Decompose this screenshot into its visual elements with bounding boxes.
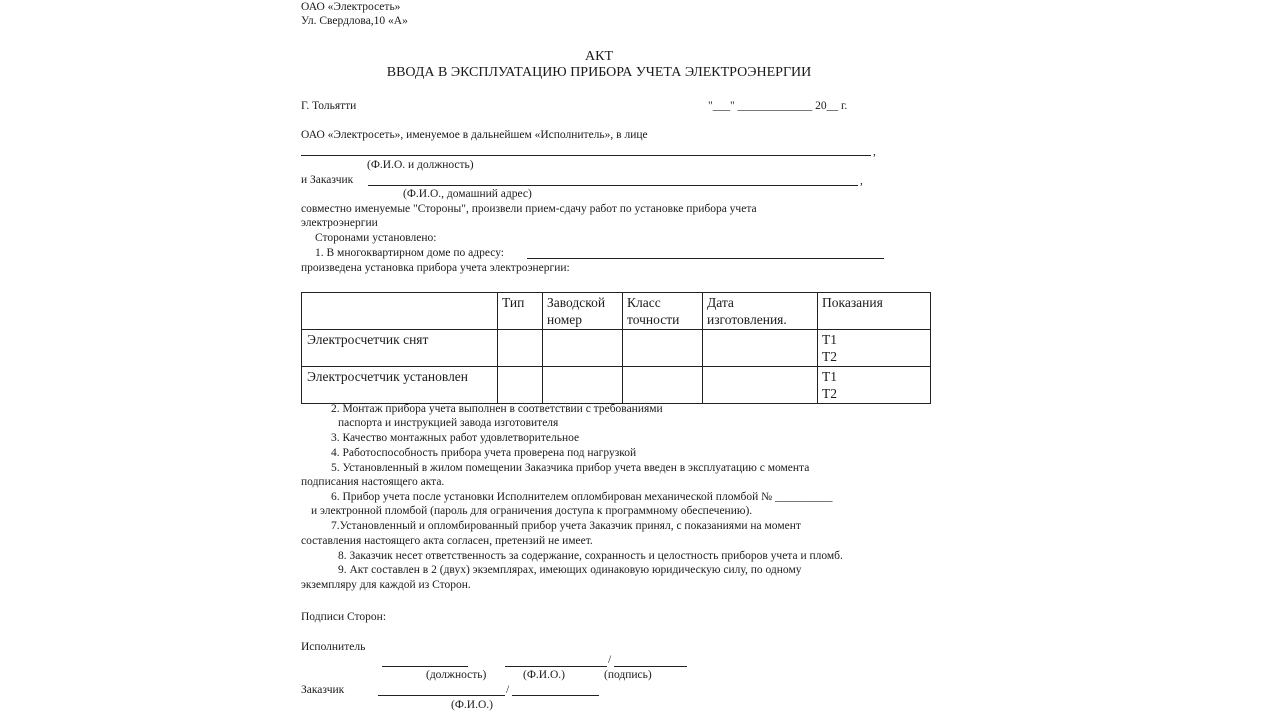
customer-label: и Заказчик: [301, 174, 354, 186]
item-3: 3. Качество монтажных работ удовлетворительное: [331, 432, 580, 444]
item-7a: 7.Установленный и опломбированный прибор учета Заказчик принял, с показаниями на момент: [331, 520, 801, 532]
customer-line: [368, 185, 858, 186]
date-blank: "___" _____________ 20__ г.: [708, 100, 848, 112]
customer-sign-label: Заказчик: [301, 684, 345, 696]
executor-label: Исполнитель: [301, 641, 366, 653]
reading-t2: Т2: [822, 386, 837, 401]
item-9b: экземпляру для каждой из Сторон.: [301, 579, 471, 591]
executor-slash: /: [608, 654, 612, 666]
customer-comma: ,: [860, 175, 863, 187]
table-header-cell: Показания: [818, 293, 931, 330]
row-label: Электросчетчик снят: [302, 330, 498, 367]
address-line: [527, 258, 884, 259]
item-5a: 5. Установленный в жилом помещении Заказчика прибор учета введен в эксплуатацию с момента: [331, 462, 810, 474]
executor-position-line: [382, 666, 468, 667]
readings-cell: [818, 367, 931, 404]
fio-address-caption: (Ф.И.О., домашний адрес): [403, 188, 532, 200]
item-2a: 2. Монтаж прибора учета выполнен в соответствии с требованиями: [331, 403, 663, 415]
signatures-heading: Подписи Сторон:: [301, 611, 387, 623]
fio-caption: (Ф.И.О.): [523, 669, 565, 681]
table-header-cell: Заводской номер: [543, 293, 623, 330]
customer-signature-line: [512, 695, 599, 696]
table-cell: [623, 367, 703, 404]
table-cell: [623, 330, 703, 367]
reading-t1: Т1: [822, 369, 837, 384]
item-4: 4. Работоспособность прибора учета проверена под нагрузкой: [331, 447, 637, 459]
table-cell: [498, 330, 543, 367]
table-header-cell: Тип: [498, 293, 543, 330]
item-6a: 6. Прибор учета после установки Исполнителем опломбирован механической пломбой № __________: [331, 491, 833, 503]
title-subject: ВВОДА В ЭКСПЛУАТАЦИЮ ПРИБОРА УЧЕТА ЭЛЕКТРОЭНЕРГИИ: [386, 65, 812, 80]
table-header-row: [302, 293, 931, 330]
customer-fio-line: [378, 695, 505, 696]
table-header-cell: Дата изготовления.: [703, 293, 818, 330]
reading-t2: Т2: [822, 349, 837, 364]
customer-fio-caption: (Ф.И.О.): [451, 699, 493, 711]
executor-representative-line: [301, 155, 871, 156]
fio-position-caption: (Ф.И.О. и должность): [367, 159, 474, 171]
item-9a: 9. Акт составлен в 2 (двух) экземплярах, имеющих одинаковую юридическую силу, по одному: [338, 564, 802, 576]
table-cell: [498, 367, 543, 404]
org-address: Ул. Свердлова,10 «А»: [301, 15, 408, 27]
place: Г. Тольятти: [301, 100, 357, 112]
executor-comma: ,: [873, 146, 876, 158]
item-5b: подписания настоящего акта.: [301, 476, 445, 488]
table-header-cell: Класс точности: [623, 293, 703, 330]
item-7b: составления настоящего акта согласен, претензий не имеет.: [301, 535, 593, 547]
table-row: [302, 367, 931, 404]
org-name: ОАО «Электросеть»: [301, 1, 401, 13]
executor-intro: ОАО «Электросеть», именуемое в дальнейшем «Исполнитель», в лице: [301, 129, 648, 141]
item-8: 8. Заказчик несет ответственность за содержание, сохранность и целостность приборов учета и пломб.: [338, 550, 843, 562]
table-cell: [703, 330, 818, 367]
customer-slash: /: [506, 684, 510, 696]
table-row: [302, 330, 931, 367]
title-act: АКТ: [585, 49, 613, 64]
item-2b: паспорта и инструкцией завода изготовителя: [338, 417, 559, 429]
jointly-text-2: электроэнергии: [301, 217, 378, 229]
item-1b: произведена установка прибора учета электроэнергии:: [301, 262, 570, 274]
table-cell: [543, 367, 623, 404]
readings-cell: [818, 330, 931, 367]
item-6b: и электронной пломбой (пароль для ограничения доступа к программному обеспечению).: [311, 505, 753, 517]
jointly-text: совместно именуемые "Стороны", произвели прием-сдачу работ по установке прибора учета: [301, 203, 757, 215]
executor-fio-line: [505, 666, 607, 667]
item-1: 1. В многоквартирном доме по адресу:: [315, 247, 505, 259]
reading-t1: Т1: [822, 332, 837, 347]
table-cell: [703, 367, 818, 404]
meter-table: [301, 292, 931, 404]
table-cell: [543, 330, 623, 367]
established-text: Сторонами установлено:: [315, 232, 437, 244]
row-label: Электросчетчик установлен: [302, 367, 498, 404]
signature-caption: (подпись): [604, 669, 652, 681]
position-caption: (должность): [426, 669, 487, 681]
table-header-cell: [302, 293, 498, 330]
executor-signature-line: [614, 666, 687, 667]
